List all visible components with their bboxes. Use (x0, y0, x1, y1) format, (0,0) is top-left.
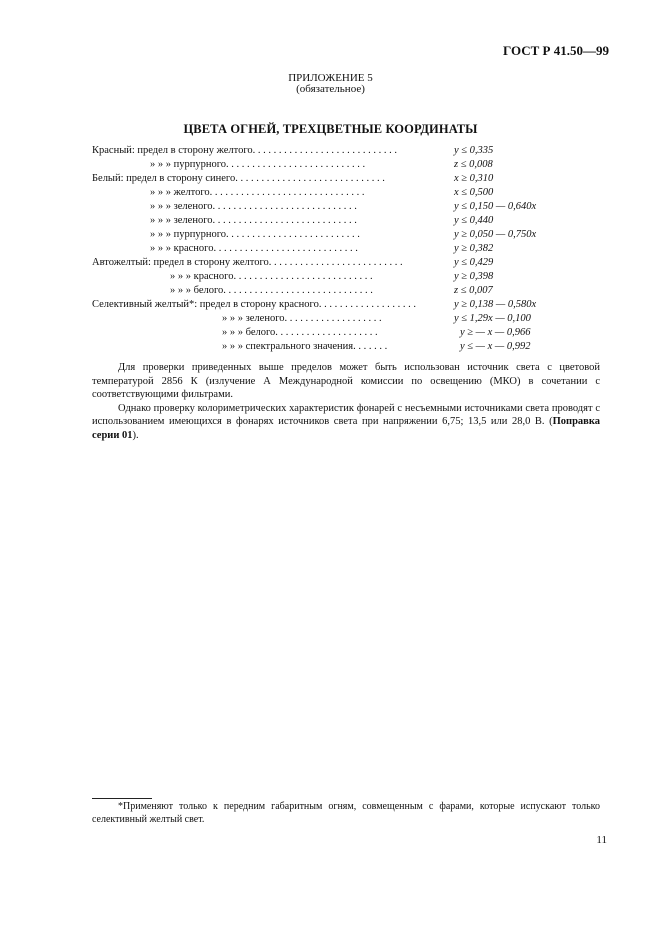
limit-label: » » » красного. . . . . . . . . . . . . . . . . . . . . . . . . . . (170, 271, 373, 282)
limit-value: y ≤ 0,150 — 0,640x (454, 201, 537, 212)
limit-label: Селективный желтый*: предел в сторону красного. . . . . . . . . . . . . . . . . . . (92, 299, 416, 310)
body-text (92, 361, 600, 442)
standard-number: ГОСТ Р 41.50—99 (503, 43, 609, 58)
limit-label: » » » пурпурного. . . . . . . . . . . . . . . . . . . . . . . . . . . (150, 159, 366, 170)
limit-value: y ≥ 0,382 (454, 243, 494, 254)
limit-value: y ≤ 0,335 (454, 145, 494, 156)
limit-label: » » » пурпурного. . . . . . . . . . . . . . . . . . . . . . . . . . (150, 229, 360, 240)
limit-label: Автожелтый: предел в сторону желтого. . . . . . . . . . . . . . . . . . . . . . . . . . (92, 257, 403, 268)
limit-value: z ≤ 0,008 (454, 159, 493, 170)
limit-value: y ≤ 1,29x — 0,100 (454, 313, 531, 324)
page-number: 11 (596, 834, 607, 846)
limit-value: y ≥ 0,138 — 0,580x (454, 299, 537, 310)
limit-value: z ≤ 0,007 (454, 285, 493, 296)
limit-value: y ≥ 0,398 (454, 271, 494, 282)
limit-label: » » » белого. . . . . . . . . . . . . . . . . . . . (222, 327, 378, 338)
limit-label: » » » зеленого. . . . . . . . . . . . . . . . . . . . . . . . . . . . (150, 215, 357, 226)
paragraph-2-text: Однако проверку колориметрических характеристик фонарей с несъемными источниками света проводят с использованием имеющихся в фонарях источников света при напряжении 6,75; 13,5 или 28,0 В. ( (92, 402, 600, 427)
paragraph-2-end: ). (132, 429, 139, 441)
limit-value: x ≥ 0,310 (454, 173, 494, 184)
annex-heading (0, 73, 661, 95)
annex-status: (обязательное) (296, 83, 365, 95)
footnote: *Применяют только к передним габаритным огням, совмещенным с фарами, которые испускают только селективный желтый свет. (92, 801, 600, 825)
paragraph-1: Для проверки приведенных выше пределов может быть использован источник света с цветовой температурой 2856 К (излучение А Международной комиссии по освещению (МКО) в сочетании с соответствующими фильтрами. (92, 362, 600, 400)
limit-label: » » » желтого. . . . . . . . . . . . . . . . . . . . . . . . . . . . . . (150, 187, 365, 198)
limit-label: » » » спектрального значения. . . . . . . (222, 341, 388, 352)
limit-value: x ≤ 0,500 (454, 187, 494, 198)
limit-label: Белый: предел в сторону синего. . . . . . . . . . . . . . . . . . . . . . . . . . . . . (92, 173, 385, 184)
footnote-divider (92, 798, 152, 799)
limit-value: y ≥ — x — 0,966 (460, 327, 531, 338)
limit-label: » » » зеленого. . . . . . . . . . . . . . . . . . . . . . . . . . . . (150, 201, 357, 212)
page-title: ЦВЕТА ОГНЕЙ, ТРЕХЦВЕТНЫЕ КООРДИНАТЫ (183, 122, 478, 136)
annex-label: ПРИЛОЖЕНИЕ 5 (288, 72, 373, 84)
limit-value: y ≤ — x — 0,992 (460, 341, 531, 352)
paragraph-2 (92, 402, 600, 443)
limit-label: » » » белого. . . . . . . . . . . . . . . . . . . . . . . . . . . . . (170, 285, 373, 296)
limit-label: » » » красного. . . . . . . . . . . . . . . . . . . . . . . . . . . . (150, 243, 358, 254)
amendment-note: Поправка серии 01 (92, 416, 600, 441)
limit-value: y ≤ 0,429 (454, 257, 494, 268)
limit-label: » » » зеленого. . . . . . . . . . . . . . . . . . . (222, 313, 382, 324)
limit-value: y ≥ 0,050 — 0,750x (454, 229, 537, 240)
limit-label: Красный: предел в сторону желтого. . . . . . . . . . . . . . . . . . . . . . . . . . . . (92, 145, 397, 156)
limit-value: y ≤ 0,440 (454, 215, 494, 226)
